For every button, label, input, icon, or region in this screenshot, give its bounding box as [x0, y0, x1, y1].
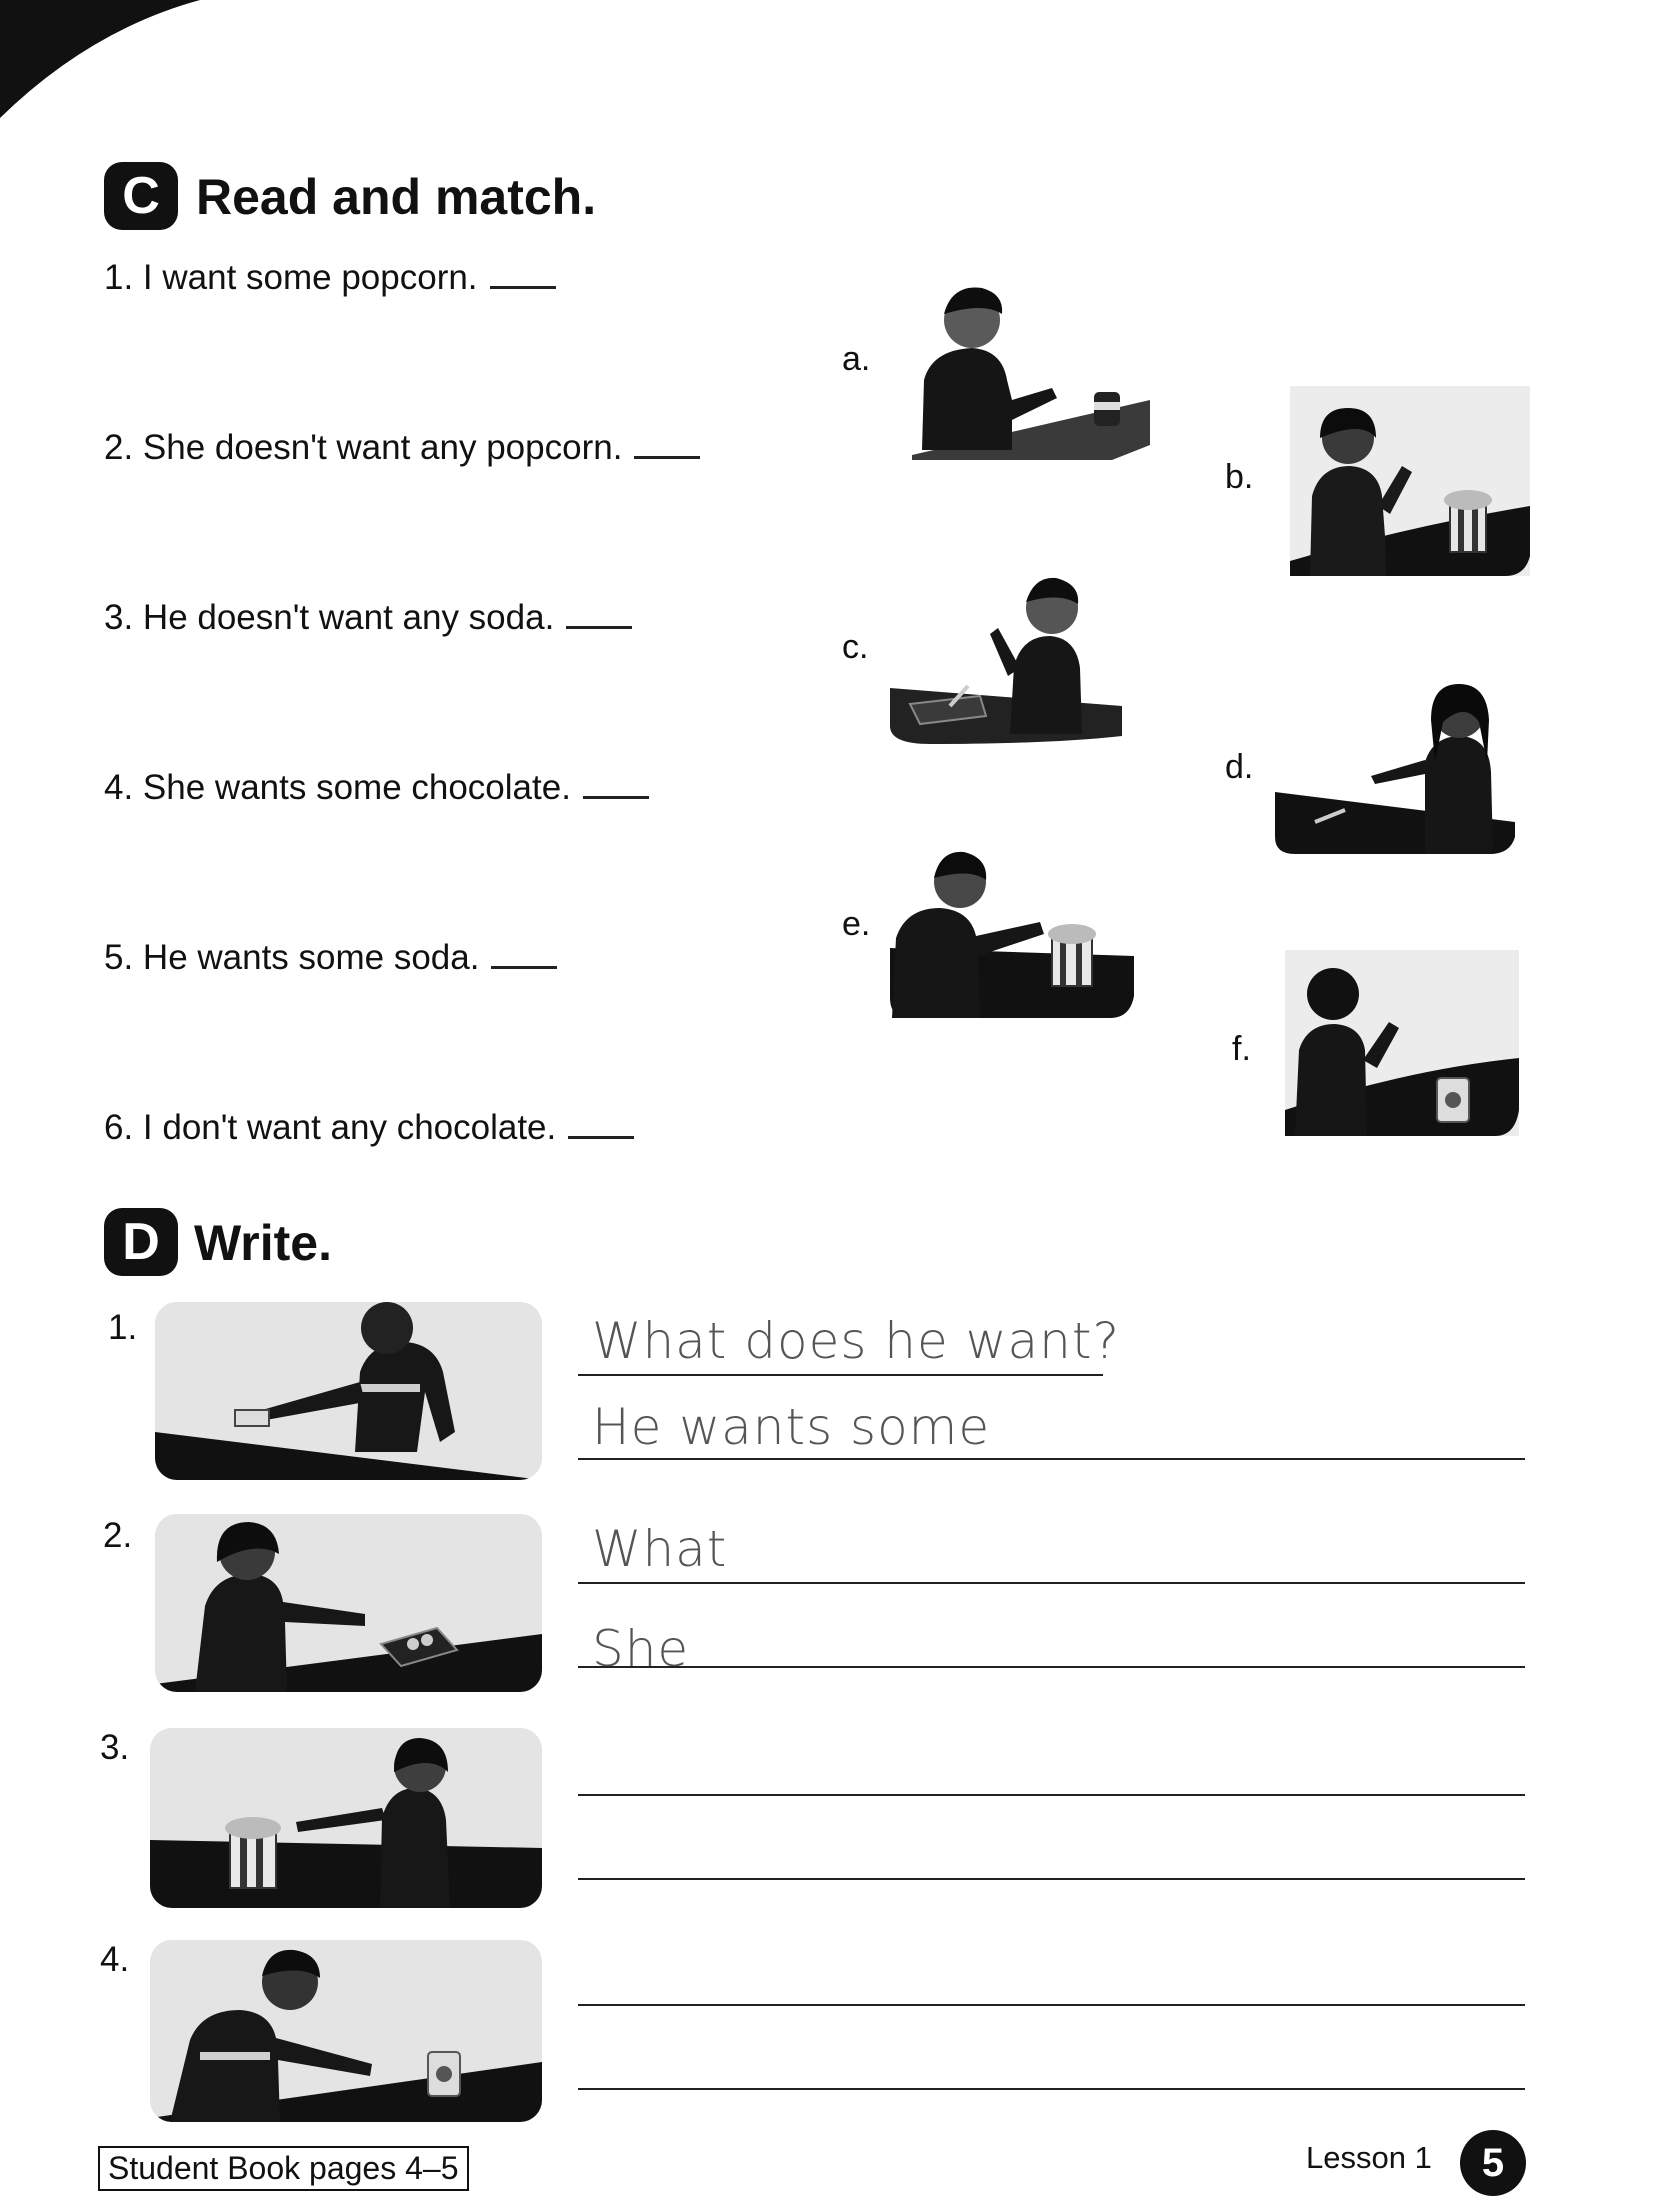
write-line-2a[interactable]	[578, 1582, 1525, 1584]
picture-letter-e: e.	[842, 905, 871, 943]
write-line-1a-text: What does he want?	[592, 1312, 1121, 1370]
picture-letter-f: f.	[1232, 1030, 1251, 1068]
boy-soda-no-illustration	[1285, 950, 1519, 1136]
write-item-number-4: 4.	[100, 1940, 130, 1979]
girl-chocolate-illustration	[1275, 672, 1515, 854]
statement-4	[104, 768, 649, 808]
section-c-badge: C	[104, 162, 178, 230]
write-line-2b[interactable]	[578, 1666, 1525, 1668]
answer-blank[interactable]	[566, 625, 632, 629]
write-line-1b-text: He wants some	[592, 1398, 991, 1456]
section-d-title: Write.	[194, 1215, 332, 1271]
write-item-number-3: 3.	[100, 1728, 130, 1767]
student-book-reference: Student Book pages 4–5	[98, 2146, 469, 2191]
answer-blank[interactable]	[491, 965, 557, 969]
picture-letter-c: c.	[842, 628, 869, 666]
write-item-number-2: 2.	[103, 1516, 133, 1555]
boy-chocolate-illustration	[890, 556, 1122, 744]
statement-text: 1. I want some popcorn.	[104, 258, 478, 297]
write-item-number-1: 1.	[108, 1308, 138, 1347]
answer-blank[interactable]	[568, 1135, 634, 1139]
picture-letter-b: b.	[1225, 458, 1254, 496]
statement-2	[104, 428, 700, 468]
statement-text: 2. She doesn't want any popcorn.	[104, 428, 623, 467]
page-number: 5	[1460, 2130, 1526, 2196]
write-line-3b[interactable]	[578, 1878, 1525, 1880]
statement-text: 4. She wants some chocolate.	[104, 768, 571, 807]
boy-soda-reach-illustration	[150, 1940, 542, 2122]
picture-c[interactable]	[890, 556, 1122, 744]
write-line-4a[interactable]	[578, 2004, 1525, 2006]
picture-a[interactable]	[912, 270, 1150, 460]
write-picture-2	[155, 1514, 542, 1692]
statement-3	[104, 598, 632, 638]
girl-chocolate-box-illustration	[155, 1514, 542, 1692]
corner-decoration	[0, 0, 200, 120]
boy-chocolate-bar-illustration	[155, 1302, 542, 1480]
answer-blank[interactable]	[583, 795, 649, 799]
statement-text: 5. He wants some soda.	[104, 938, 480, 977]
statement-5	[104, 938, 557, 978]
picture-b[interactable]	[1290, 386, 1530, 576]
picture-e[interactable]	[890, 838, 1134, 1018]
write-line-2a-text: What	[592, 1520, 728, 1578]
boy-soda-illustration	[912, 270, 1150, 460]
write-line-3a[interactable]	[578, 1794, 1525, 1796]
girl-popcorn-reach-illustration	[150, 1728, 542, 1908]
statement-1	[104, 258, 556, 298]
picture-d[interactable]	[1275, 672, 1515, 854]
statement-6	[104, 1108, 634, 1148]
girl-popcorn-illustration	[1290, 386, 1530, 576]
picture-f[interactable]	[1285, 950, 1519, 1136]
write-picture-1	[155, 1302, 542, 1480]
statement-text: 6. I don't want any chocolate.	[104, 1108, 557, 1147]
statement-text: 3. He doesn't want any soda.	[104, 598, 555, 637]
boy-popcorn-illustration	[890, 838, 1134, 1018]
answer-blank[interactable]	[634, 455, 700, 459]
picture-letter-a: a.	[842, 340, 871, 378]
lesson-label: Lesson 1	[1306, 2140, 1432, 2175]
write-picture-3	[150, 1728, 542, 1908]
answer-blank[interactable]	[490, 285, 556, 289]
write-line-1b[interactable]	[578, 1458, 1525, 1460]
write-picture-4	[150, 1940, 542, 2122]
section-d-badge: D	[104, 1208, 178, 1276]
section-c-title: Read and match.	[196, 169, 597, 225]
write-line-2b-text: She	[592, 1620, 690, 1678]
write-line-4b[interactable]	[578, 2088, 1525, 2090]
write-line-1a[interactable]	[578, 1374, 1103, 1376]
picture-letter-d: d.	[1225, 748, 1254, 786]
